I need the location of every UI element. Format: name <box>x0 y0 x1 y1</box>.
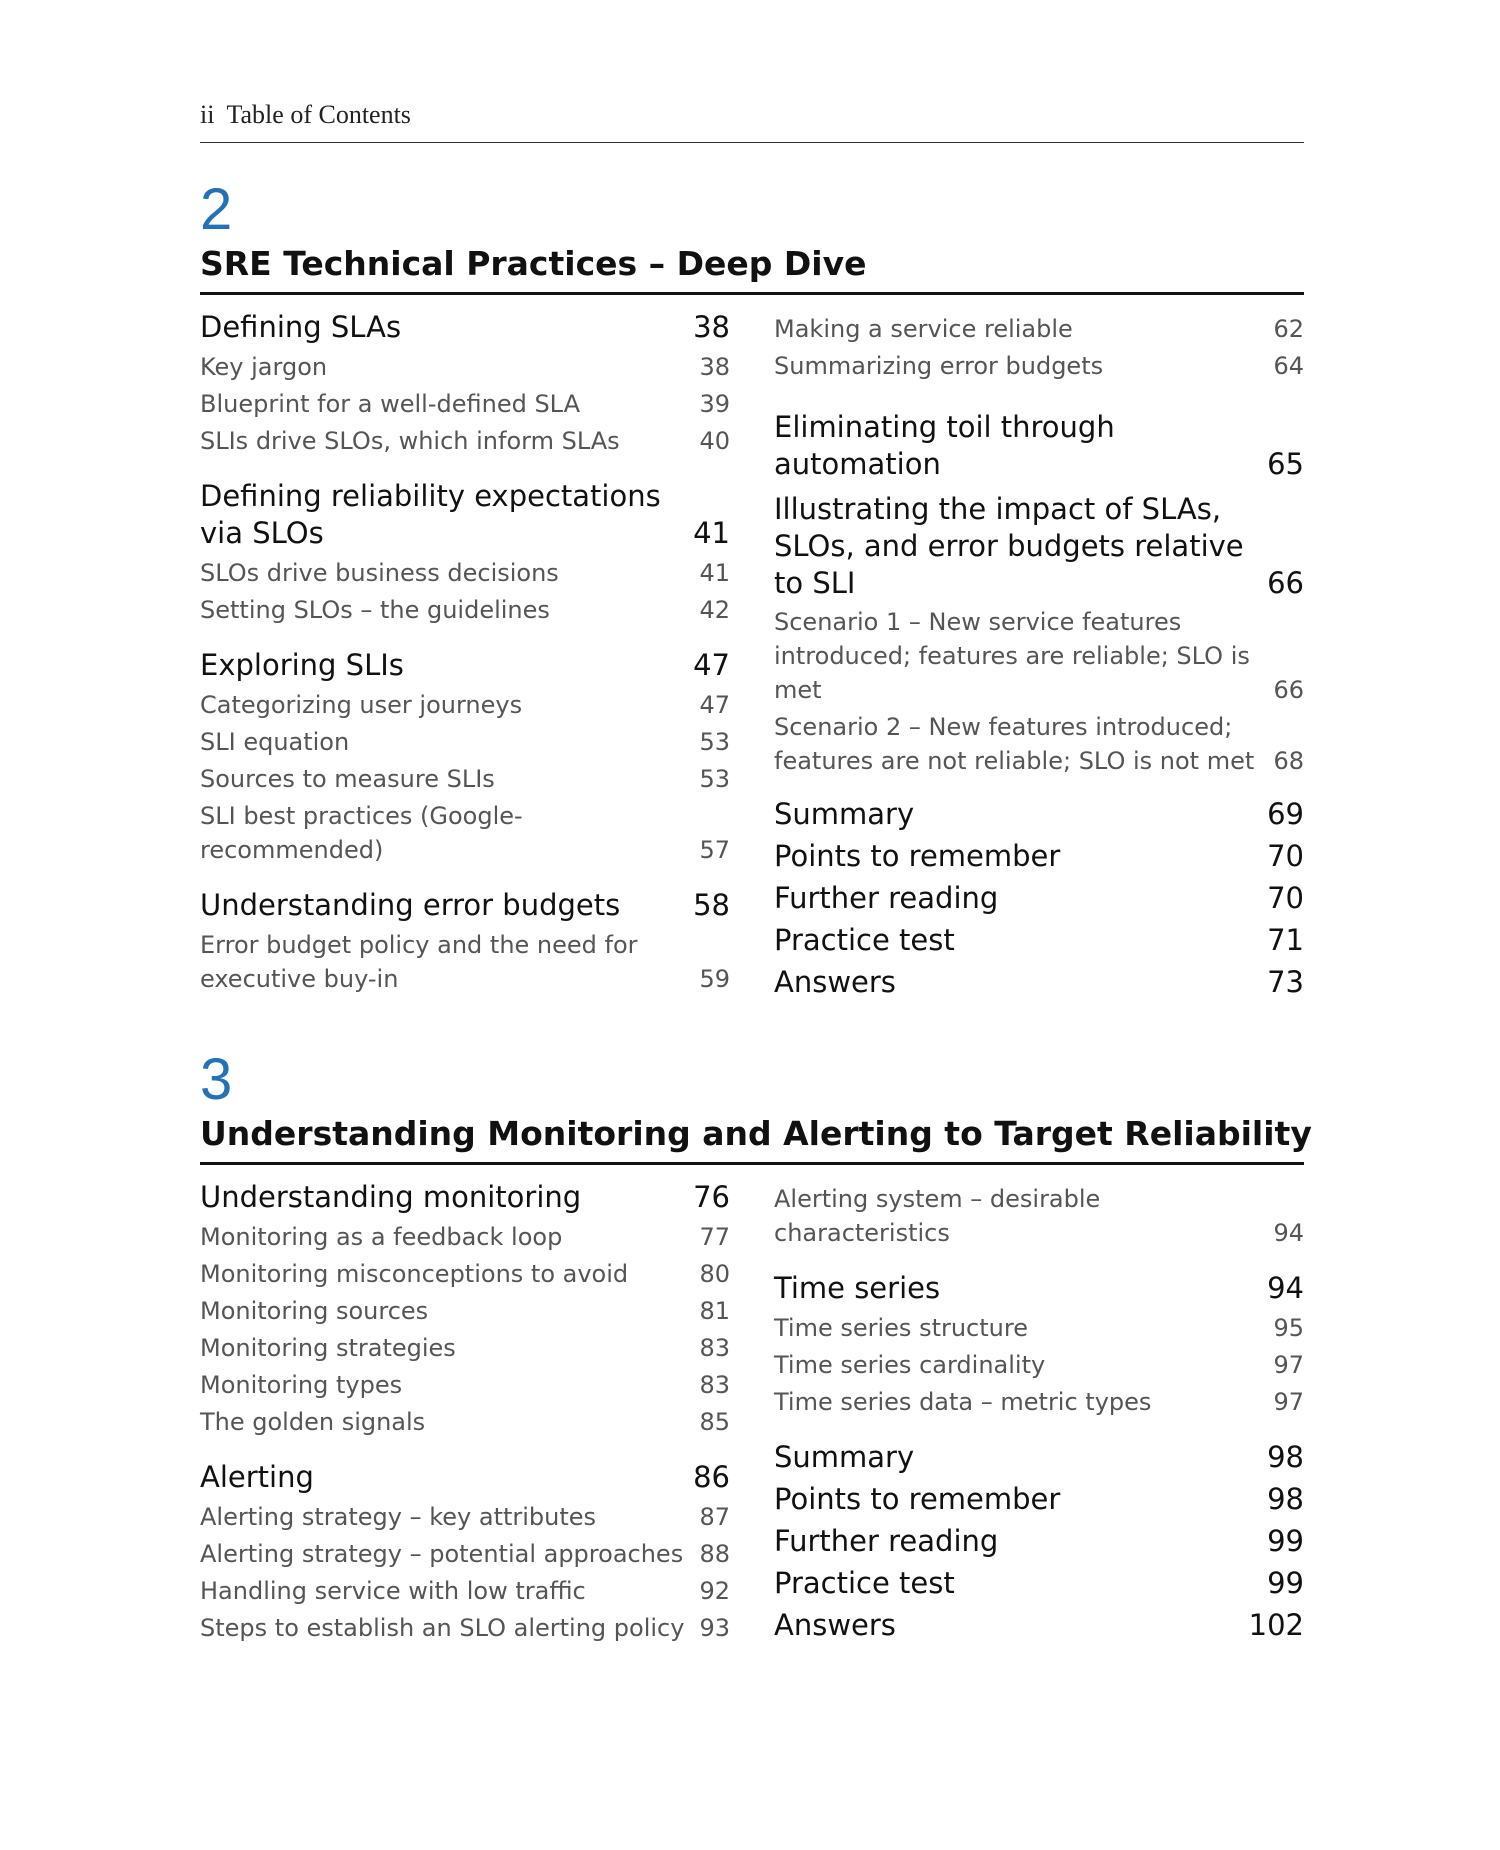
toc-entry-title: Practice test <box>774 1566 955 1600</box>
toc-entry-page: 99 <box>1267 1566 1304 1600</box>
toc-subsection-entry[interactable] <box>774 1385 1304 1419</box>
toc-entry-title: Points to remember <box>774 839 1061 873</box>
toc-entry-page: 47 <box>699 691 730 719</box>
toc-entry-title: Handling service with low traffic <box>200 1577 586 1605</box>
toc-entry-title: Points to remember <box>774 1482 1061 1516</box>
toc-entry-page: 98 <box>1267 1440 1304 1474</box>
toc-subsection-entry[interactable] <box>200 1405 730 1439</box>
toc-subsection-entry[interactable] <box>200 556 730 590</box>
toc-subsection-entry[interactable] <box>200 387 730 421</box>
toc-section-entry[interactable] <box>200 478 730 552</box>
toc-section-entry[interactable] <box>200 309 730 346</box>
toc-entry-title: Practice test <box>774 923 955 957</box>
toc-section-entry[interactable] <box>200 1179 730 1216</box>
left-column <box>200 1179 730 1647</box>
toc-entry-title: Setting SLOs – the guidelines <box>200 596 550 624</box>
toc-entry-title: Alerting strategy – potential approaches <box>200 1540 684 1568</box>
toc-entry-page: 83 <box>699 1334 730 1362</box>
toc-entry-page: 83 <box>699 1371 730 1399</box>
toc-subsection-entry[interactable] <box>774 710 1304 778</box>
toc-entry-title: Summary <box>774 797 915 831</box>
toc-section-entry[interactable] <box>774 1523 1304 1560</box>
toc-entry-page: 95 <box>1273 1314 1304 1342</box>
toc-entry-title: Alerting system – desirable characteristics <box>774 1185 1101 1247</box>
toc-entry-page: 92 <box>699 1577 730 1605</box>
toc-entry-page: 93 <box>699 1614 730 1642</box>
right-column <box>774 1179 1304 1647</box>
left-column <box>200 309 730 1004</box>
toc-subsection-entry[interactable] <box>774 1311 1304 1345</box>
chapter-columns <box>200 1179 1304 1647</box>
toc-entry-title: The golden signals <box>200 1408 426 1436</box>
toc-entry-page: 86 <box>693 1460 730 1494</box>
toc-entry-page: 38 <box>693 310 730 344</box>
toc-entry-page: 41 <box>699 559 730 587</box>
toc-section-entry[interactable] <box>774 922 1304 959</box>
toc-section-entry[interactable] <box>200 887 730 924</box>
toc-entry-page: 38 <box>699 353 730 381</box>
toc-entry-title: Answers <box>774 965 896 999</box>
toc-entry-page: 94 <box>1273 1219 1304 1247</box>
toc-entry-title: Defining reliability expectations via SLOs <box>200 479 661 550</box>
toc-entry-page: 80 <box>699 1260 730 1288</box>
toc-entry-title: Monitoring as a feedback loop <box>200 1223 563 1251</box>
toc-entry-title: Further reading <box>774 1524 999 1558</box>
toc-entry-title: Defining SLAs <box>200 310 402 344</box>
toc-entry-page: 58 <box>693 888 730 922</box>
chapter-3-section <box>200 1047 1312 1647</box>
toc-entry-title: SLI equation <box>200 728 350 756</box>
toc-entry-title: Key jargon <box>200 353 328 381</box>
toc-entry-page: 88 <box>699 1540 730 1568</box>
toc-section-entry[interactable] <box>774 964 1304 1001</box>
toc-entry-page: 47 <box>693 648 730 682</box>
toc-subsection-entry[interactable] <box>774 1348 1304 1382</box>
toc-entry-page: 77 <box>699 1223 730 1251</box>
toc-section-entry[interactable] <box>774 1270 1304 1307</box>
toc-section-entry[interactable] <box>774 409 1304 483</box>
toc-subsection-entry[interactable] <box>200 1537 730 1571</box>
toc-entry-page: 66 <box>1267 566 1304 600</box>
toc-entry-page: 53 <box>699 765 730 793</box>
chapter-title: SRE Technical Practices – Deep Dive <box>200 242 1304 295</box>
toc-entry-title: Time series <box>774 1271 941 1305</box>
toc-entry-title: Categorizing user journeys <box>200 691 523 719</box>
toc-entry-title: Making a service reliable <box>774 315 1073 343</box>
toc-entry-page: 39 <box>699 390 730 418</box>
toc-entry-page: 53 <box>699 728 730 756</box>
toc-subsection-entry[interactable] <box>200 688 730 722</box>
toc-entry-title: Understanding monitoring <box>200 1180 582 1214</box>
toc-section-entry[interactable] <box>774 1607 1304 1644</box>
toc-entry-page: 87 <box>699 1503 730 1531</box>
toc-subsection-entry[interactable] <box>200 928 730 996</box>
toc-subsection-entry[interactable] <box>200 350 730 384</box>
header-page-number: ii <box>200 100 215 129</box>
toc-section-entry[interactable] <box>774 1439 1304 1476</box>
toc-subsection-entry[interactable] <box>200 1294 730 1328</box>
toc-entry-page: 98 <box>1267 1482 1304 1516</box>
running-header <box>200 100 1304 130</box>
toc-entry-page: 94 <box>1267 1271 1304 1305</box>
chapter-columns <box>200 309 1304 1004</box>
toc-subsection-entry[interactable] <box>774 1182 1304 1250</box>
toc-subsection-entry[interactable] <box>200 799 730 867</box>
toc-entry-page: 42 <box>699 596 730 624</box>
toc-subsection-entry[interactable] <box>200 1611 730 1645</box>
toc-subsection-entry[interactable] <box>200 593 730 627</box>
toc-entry-page: 66 <box>1273 676 1304 704</box>
toc-entry-title: Illustrating the impact of SLAs, SLOs, and error budgets relative to SLI <box>774 492 1244 600</box>
toc-entry-title: Monitoring strategies <box>200 1334 456 1362</box>
toc-section-entry[interactable] <box>200 647 730 684</box>
toc-subsection-entry[interactable] <box>774 349 1304 383</box>
toc-entry-page: 70 <box>1267 839 1304 873</box>
toc-section-entry[interactable] <box>774 1481 1304 1518</box>
toc-subsection-entry[interactable] <box>200 1257 730 1291</box>
toc-entry-page: 68 <box>1273 747 1304 775</box>
toc-entry-page: 81 <box>699 1297 730 1325</box>
toc-section-entry[interactable] <box>774 838 1304 875</box>
toc-entry-title: Sources to measure SLIs <box>200 765 495 793</box>
toc-entry-page: 71 <box>1267 923 1304 957</box>
toc-entry-title: Monitoring types <box>200 1371 403 1399</box>
chapter-title: Understanding Monitoring and Alerting to Target Reliability <box>200 1112 1304 1165</box>
toc-entry-title: Understanding error budgets <box>200 888 621 922</box>
toc-section-entry[interactable] <box>774 1565 1304 1602</box>
toc-section-entry[interactable] <box>774 796 1304 833</box>
toc-section-entry[interactable] <box>200 1459 730 1496</box>
toc-entry-title: Time series data – metric types <box>774 1388 1152 1416</box>
toc-subsection-entry[interactable] <box>200 1500 730 1534</box>
toc-entry-title: Alerting strategy – key attributes <box>200 1503 597 1531</box>
toc-subsection-entry[interactable] <box>200 762 730 796</box>
toc-entry-title: SLI best practices (Google-recommended) <box>200 802 523 864</box>
toc-entry-page: 62 <box>1273 315 1304 343</box>
toc-entry-title: Scenario 2 – New features introduced; features are not reliable; SLO is not met <box>774 713 1255 775</box>
toc-entry-page: 99 <box>1267 1524 1304 1558</box>
toc-entry-page: 102 <box>1248 1608 1304 1642</box>
toc-entry-page: 97 <box>1273 1388 1304 1416</box>
toc-entry-page: 76 <box>693 1180 730 1214</box>
toc-entry-title: Time series structure <box>774 1314 1028 1342</box>
right-column <box>774 309 1304 1004</box>
toc-subsection-entry[interactable] <box>200 1220 730 1254</box>
toc-subsection-entry[interactable] <box>200 424 730 458</box>
toc-section-entry[interactable] <box>774 880 1304 917</box>
toc-entry-title: SLIs drive SLOs, which inform SLAs <box>200 427 620 455</box>
toc-entry-page: 73 <box>1267 965 1304 999</box>
header-rule <box>200 142 1304 143</box>
toc-entry-title: Summarizing error budgets <box>774 352 1104 380</box>
toc-entry-page: 64 <box>1273 352 1304 380</box>
toc-entry-title: Eliminating toil through automation <box>774 410 1115 481</box>
toc-entry-title: Exploring SLIs <box>200 648 404 682</box>
toc-section-entry[interactable] <box>774 491 1304 602</box>
toc-entry-page: 97 <box>1273 1351 1304 1379</box>
chapter-2-section <box>200 178 1304 1004</box>
toc-entry-title: SLOs drive business decisions <box>200 559 559 587</box>
chapter-number: 2 <box>200 177 233 242</box>
toc-entry-title: Blueprint for a well-defined SLA <box>200 390 581 418</box>
toc-subsection-entry[interactable] <box>200 1368 730 1402</box>
toc-entry-title: Error budget policy and the need for executive buy-in <box>200 931 638 993</box>
toc-subsection-entry[interactable] <box>200 1574 730 1608</box>
toc-entry-page: 69 <box>1267 797 1304 831</box>
toc-entry-page: 70 <box>1267 881 1304 915</box>
toc-entry-title: Answers <box>774 1608 896 1642</box>
toc-subsection-entry[interactable] <box>774 605 1304 707</box>
toc-entry-page: 65 <box>1267 447 1304 481</box>
toc-entry-page: 57 <box>699 836 730 864</box>
toc-entry-title: Monitoring sources <box>200 1297 429 1325</box>
toc-subsection-entry[interactable] <box>200 725 730 759</box>
toc-entry-title: Summary <box>774 1440 915 1474</box>
toc-entry-title: Monitoring misconceptions to avoid <box>200 1260 629 1288</box>
toc-entry-title: Alerting <box>200 1460 314 1494</box>
toc-entry-title: Steps to establish an SLO alerting policy <box>200 1614 685 1642</box>
chapter-number: 3 <box>200 1047 233 1112</box>
toc-subsection-entry[interactable] <box>774 312 1304 346</box>
toc-subsection-entry[interactable] <box>200 1331 730 1365</box>
toc-entry-title: Further reading <box>774 881 999 915</box>
toc-entry-title: Scenario 1 – New service features introduced; features are reliable; SLO is met <box>774 608 1250 704</box>
toc-entry-title: Time series cardinality <box>774 1351 1046 1379</box>
toc-entry-page: 59 <box>699 965 730 993</box>
header-title: Table of Contents <box>226 100 411 129</box>
toc-entry-page: 41 <box>693 516 730 550</box>
toc-entry-page: 40 <box>699 427 730 455</box>
toc-entry-page: 85 <box>699 1408 730 1436</box>
